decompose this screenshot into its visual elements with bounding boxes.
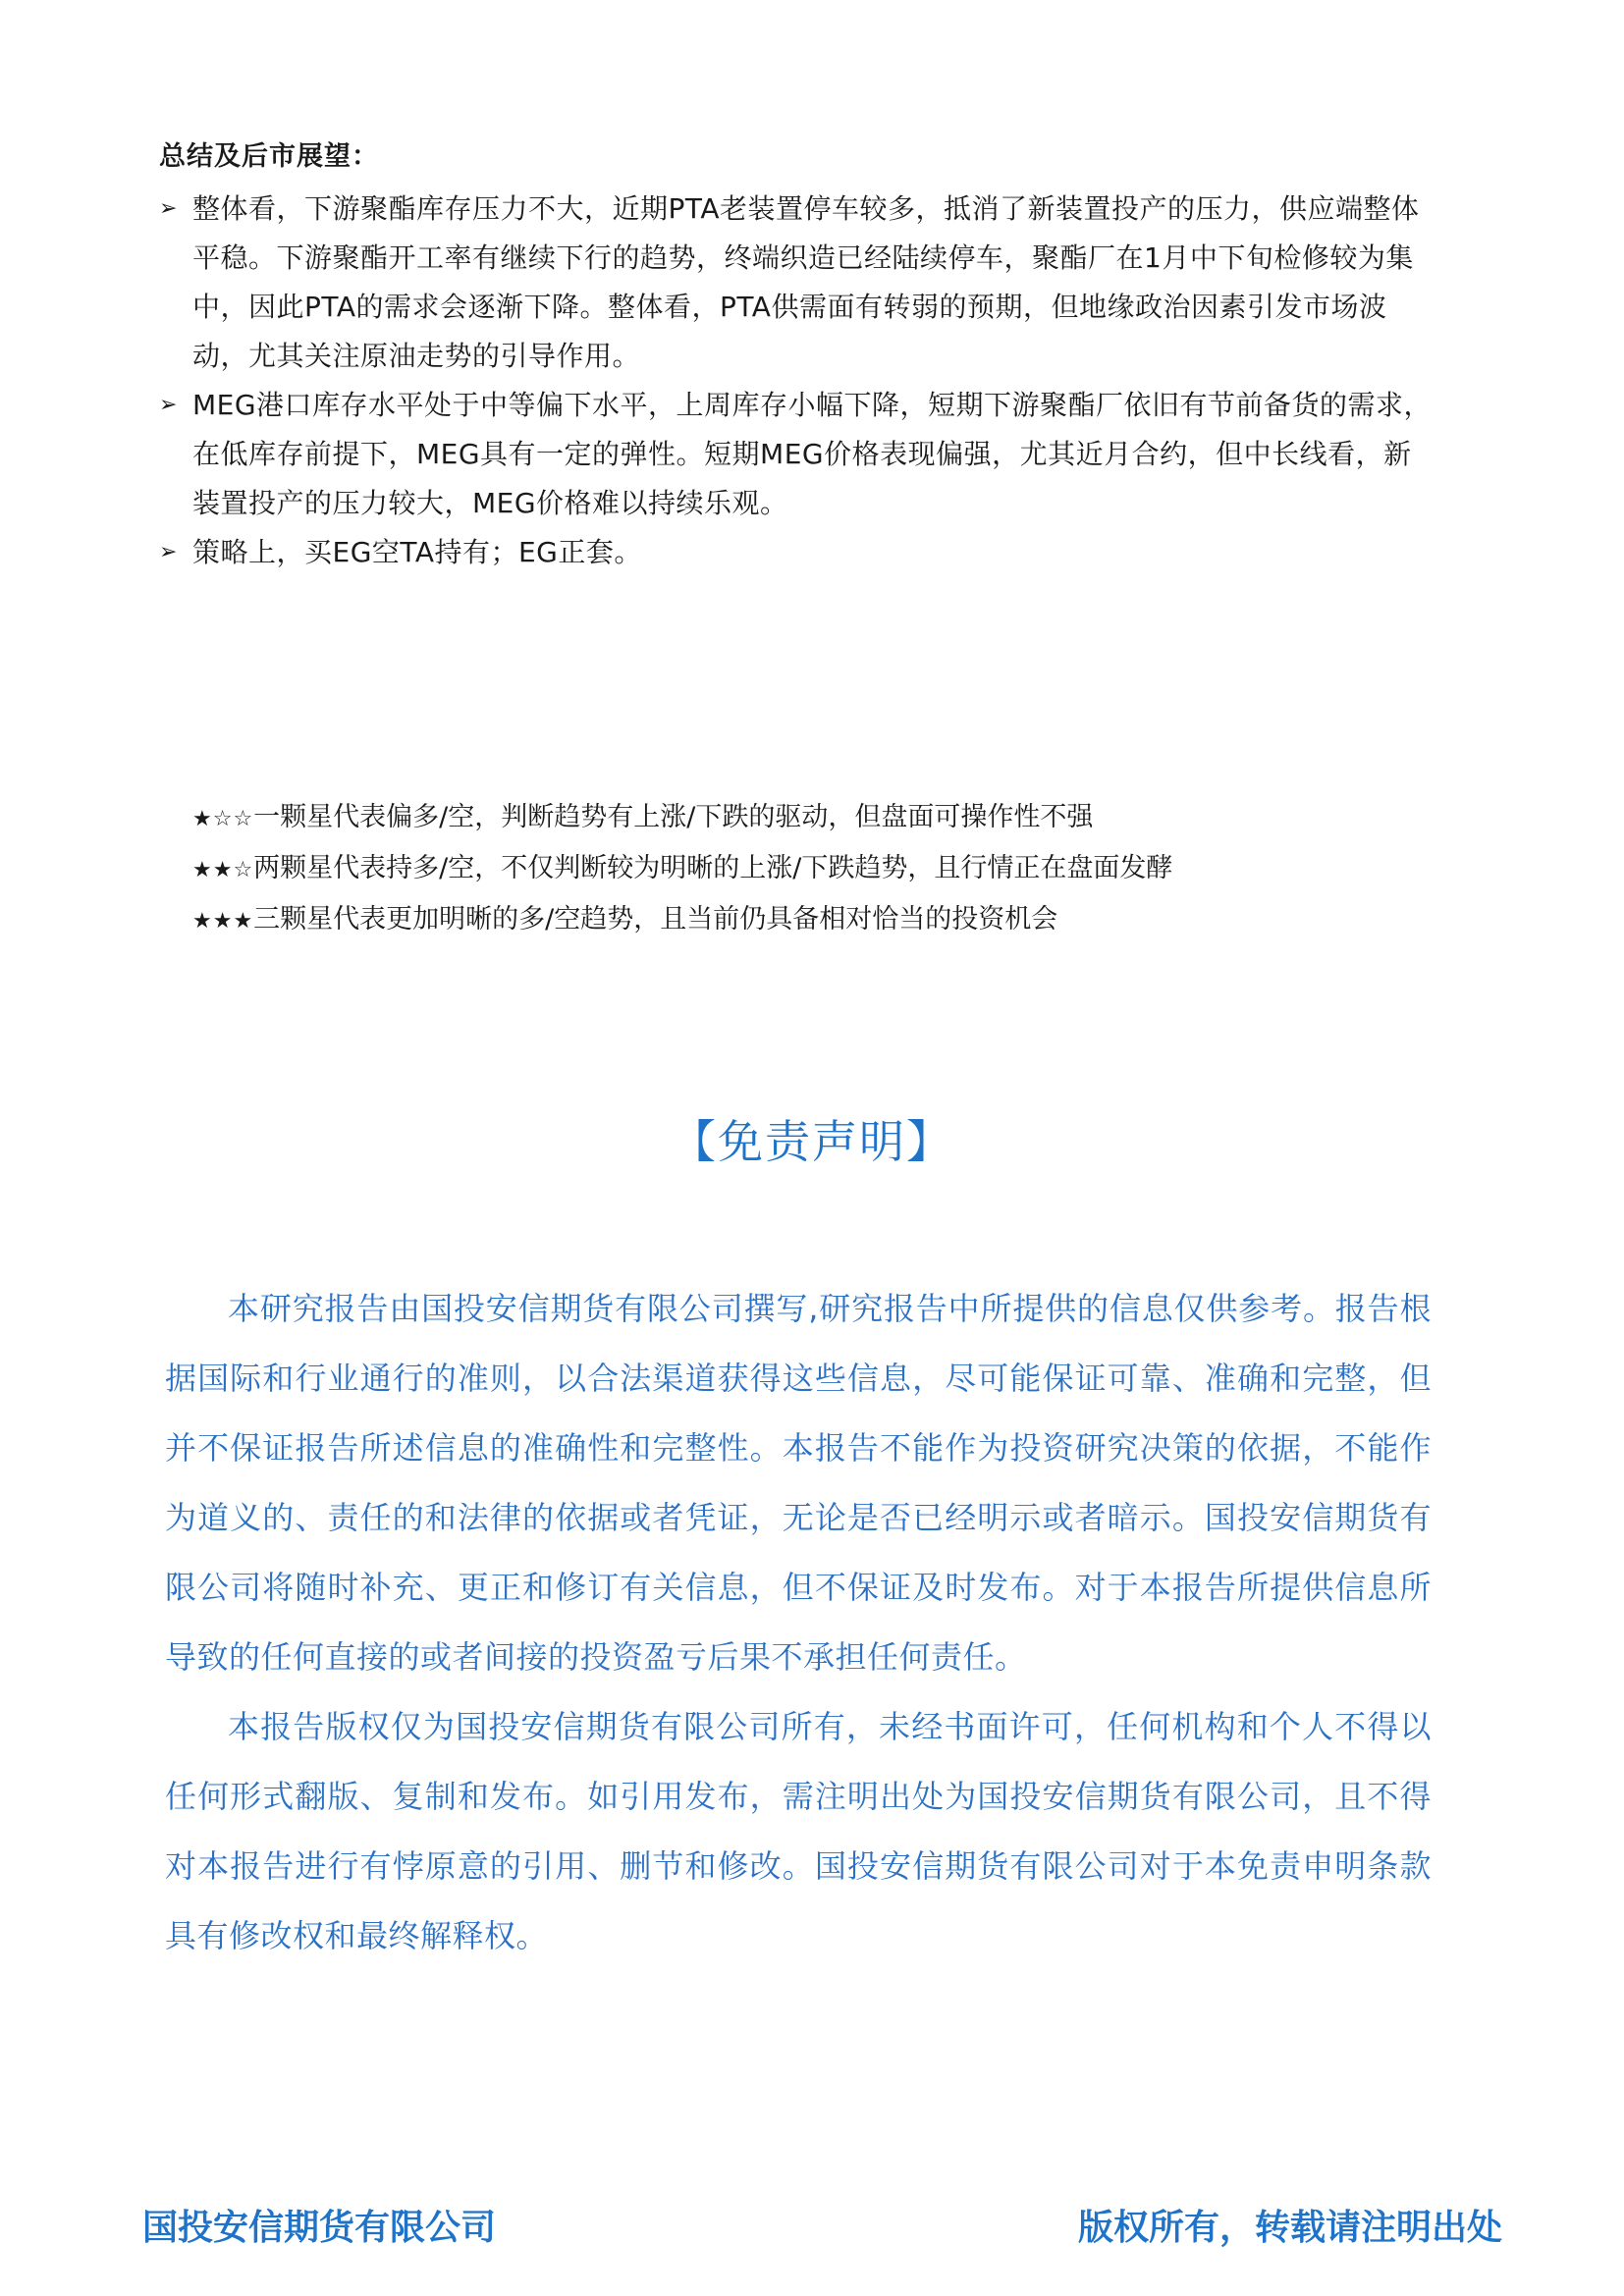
- star-legend-text: 两颗星代表持多/空，不仅判断较为明晰的上涨/下跌趋势，且行情正在盘面发酵: [253, 853, 1173, 883]
- arrowhead-right-icon: ➢: [159, 196, 178, 221]
- disclaimer-paragraph: 本研究报告由国投安信期货有限公司撰写,研究报告中所提供的信息仅供参考。报告根据国际和行业通行的准则，以合法渠道获得这些信息，尽可能保证可靠、准确和完整，但并不保证报告所述信息的准确性和完整性。本报告不能作为投资研究决策的依据，不能作为道义的、责任的和法律的依据或者凭证，无论是否已经明示或者暗示。国投安信期货有限公司将随时补充、更正和修订有关信息，但不保证及时发布。对于本报告所提供信息所导致的任何直接的或者间接的投资盈亏后果不承担任何责任。: [165, 1290, 1432, 1676]
- star-legend-text: 一颗星代表偏多/空，判断趋势有上涨/下跌的驱动，但盘面可操作性不强: [253, 802, 1094, 832]
- star-legend-item: [192, 895, 1371, 946]
- summary-bullet: [159, 381, 1435, 528]
- disclaimer-body: [165, 1274, 1432, 1971]
- star-rating-icon: ★★☆: [192, 858, 254, 882]
- summary-heading: 总结及后市展望：: [159, 141, 379, 172]
- footer-company-name: 国投安信期货有限公司: [142, 2208, 497, 2248]
- star-rating-icon: ★★★: [192, 909, 254, 934]
- disclaimer-title: 【免责声明】: [671, 1115, 953, 1168]
- summary-bullet-text: 整体看，下游聚酯库存压力不大，近期PTA老装置停车较多，抵消了新装置投产的压力，供应端整体平稳。下游聚酯开工率有继续下行的趋势，终端织造已经陆续停车，聚酯厂在1月中下旬检修较为集中，因此PTA的需求会逐渐下降。整体看，PTA供需面有转弱的预期，但地缘政治因素引发市场波动，尤其关注原油走势的引导作用。: [192, 192, 1420, 372]
- star-legend-item: [192, 793, 1371, 844]
- summary-bullet: [159, 185, 1435, 381]
- arrowhead-right-icon: ➢: [159, 540, 178, 564]
- star-legend-text: 三颗星代表更加明晰的多/空趋势，且当前仍具备相对恰当的投资机会: [253, 904, 1058, 934]
- summary-bullet-list: [159, 185, 1435, 577]
- summary-bullet: [159, 528, 1435, 577]
- star-rating-legend: [192, 793, 1371, 946]
- disclaimer-paragraph: 本报告版权仅为国投安信期货有限公司所有，未经书面许可，任何机构和个人不得以任何形式翻版、复制和发布。如引用发布，需注明出处为国投安信期货有限公司，且不得对本报告进行有悖原意的引用、删节和修改。国投安信期货有限公司对于本免责申明条款具有修改权和最终解释权。: [165, 1708, 1432, 1954]
- summary-bullet-text: MEG港口库存水平处于中等偏下水平，上周库存小幅下降，短期下游聚酯厂依旧有节前备货的需求，在低库存前提下，MEG具有一定的弹性。短期MEG价格表现偏强，尤其近月合约，但中长线看，新装置投产的压力较大，MEG价格难以持续乐观。: [192, 389, 1433, 519]
- star-legend-item: [192, 844, 1371, 895]
- star-rating-icon: ★☆☆: [192, 807, 254, 831]
- arrowhead-right-icon: ➢: [159, 393, 178, 417]
- footer-copyright: 版权所有，转载请注明出处: [1077, 2208, 1502, 2248]
- summary-bullet-text: 策略上，买EG空TA持有；EG正套。: [192, 536, 642, 568]
